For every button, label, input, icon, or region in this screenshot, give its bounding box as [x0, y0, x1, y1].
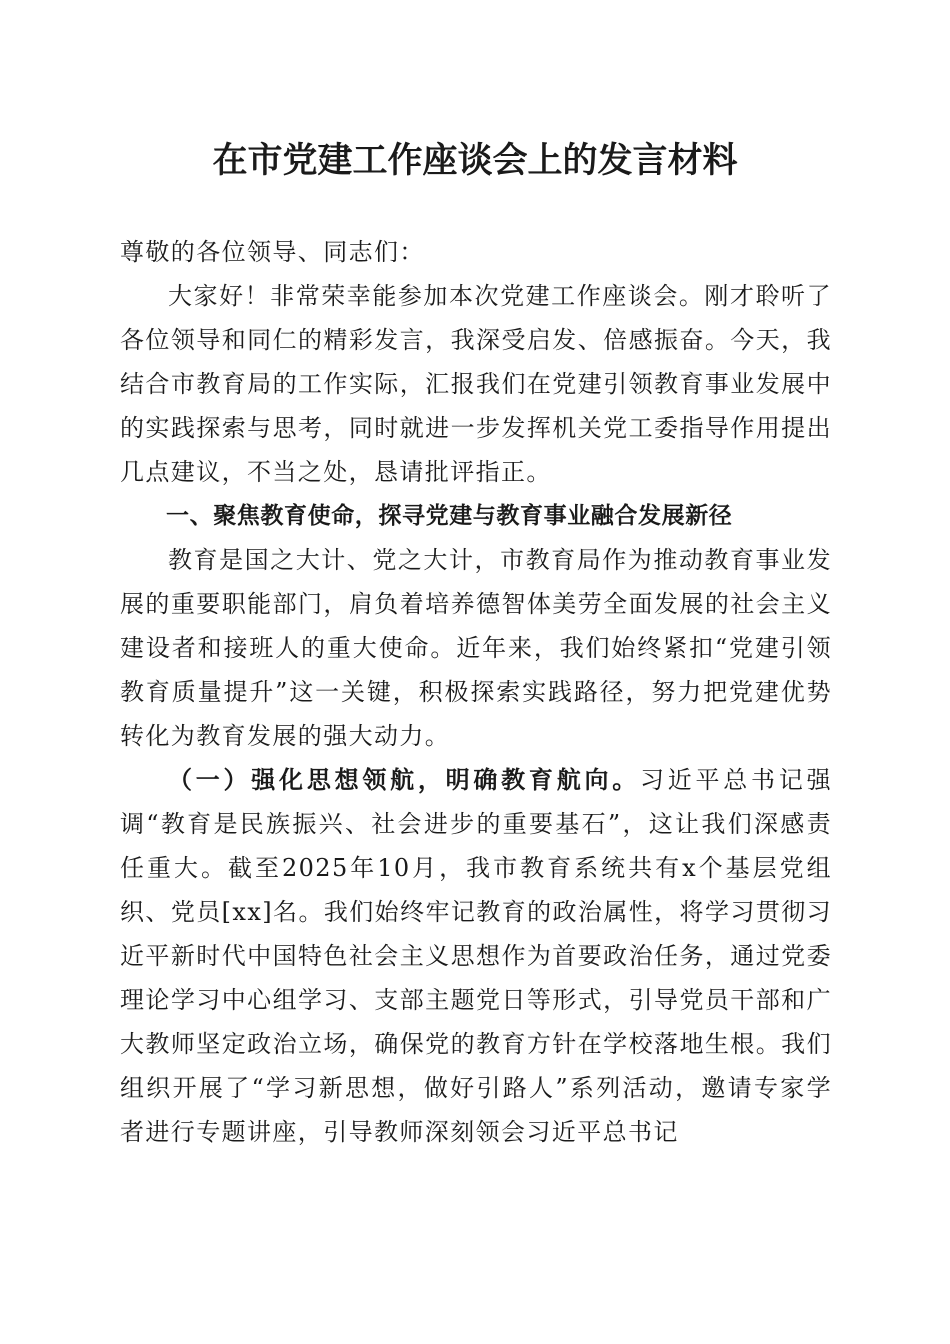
document-body — [120, 230, 832, 1154]
section-heading-1: 一、聚焦教育使命，探寻党建与教育事业融合发展新径 — [166, 503, 733, 529]
salutation: 尊敬的各位领导、同志们： — [120, 238, 425, 266]
subsection-1-text: 习近平总书记强调“教育是民族振兴、社会进步的重要基石”，这让我们深感责任重大。截至2025年10月，我市教育系统共有x个基层党组织、党员[xx]名。我们始终牢记教育的政治属性，将学习贯彻习近平新时代中国特色社会主义思想作为首要政治任务，通过党委理论学习中心组学习、支部主题党日等形式，引导党员干部和广大教师坚定政治立场，确保党的教育方针在学校落地生根。我们组织开展了“学习新思想，做好引路人”系列活动，邀请专家学者进行专题讲座，引导教师深刻领会习近平总书记 — [120, 766, 832, 1146]
document-title: 在市党建工作座谈会上的发言材料 — [212, 140, 738, 181]
subsection-1-paragraph — [120, 758, 832, 1154]
section-1-paragraph: 教育是国之大计、党之大计，市教育局作为推动教育事业发展的重要职能部门，肩负着培养德智体美劳全面发展的社会主义建设者和接班人的重大使命。近年来，我们始终紧扣“党建引领教育质量提升”这一关键，积极探索实践路径，努力把党建优势转化为教育发展的强大动力。 — [120, 546, 832, 750]
intro-paragraph: 大家好！非常荣幸能参加本次党建工作座谈会。刚才聆听了各位领导和同仁的精彩发言，我深受启发、倍感振奋。今天，我结合市教育局的工作实际，汇报我们在党建引领教育事业发展中的实践探索与思考，同时就进一步发挥机关党工委指导作用提出几点建议，不当之处，恳请批评指正。 — [120, 282, 832, 486]
subsection-1-lead: （一）强化思想领航，明确教育航向。 — [168, 765, 640, 794]
